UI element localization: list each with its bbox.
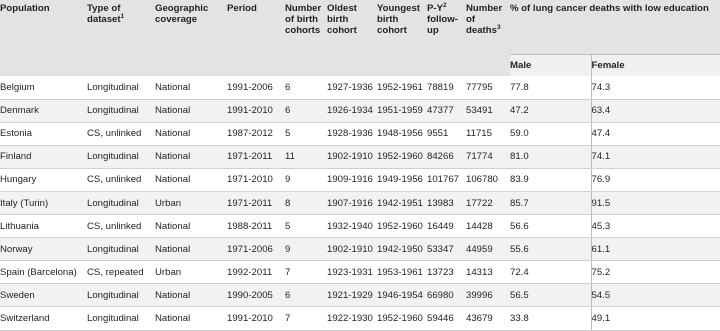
header-youngest-birth-cohort: Youngest birth cohort (377, 0, 427, 76)
header-female: Female (591, 54, 720, 76)
cell-youngest-birth-cohort: 1948-1956 (377, 122, 427, 145)
cell-type-of-dataset: CS, repeated (87, 261, 155, 284)
cell-pct-male: 83.9 (510, 168, 591, 191)
cell-number-of-deaths: 14428 (466, 215, 510, 238)
cell-person-years-follow-up: 59446 (427, 307, 466, 330)
cell-number-of-birth-cohorts: 11 (285, 145, 327, 168)
table-body (0, 76, 720, 330)
cell-number-of-birth-cohorts: 6 (285, 76, 327, 99)
cell-type-of-dataset: CS, unlinked (87, 122, 155, 145)
cell-number-of-deaths: 53491 (466, 99, 510, 122)
cell-period: 1971-2006 (227, 238, 285, 261)
cell-geographic-coverage: Urban (155, 191, 227, 214)
cell-type-of-dataset: Longitudinal (87, 307, 155, 330)
cell-youngest-birth-cohort: 1952-1960 (377, 145, 427, 168)
cell-period: 1971-2011 (227, 145, 285, 168)
cell-type-of-dataset: CS, unlinked (87, 215, 155, 238)
cell-youngest-birth-cohort: 1949-1956 (377, 168, 427, 191)
header-geographic-coverage: Geographic coverage (155, 0, 227, 76)
cell-number-of-deaths: 14313 (466, 261, 510, 284)
cell-type-of-dataset: CS, unlinked (87, 168, 155, 191)
cell-person-years-follow-up: 13983 (427, 191, 466, 214)
cell-person-years-follow-up: 13723 (427, 261, 466, 284)
table-row (0, 238, 720, 261)
cell-number-of-birth-cohorts: 9 (285, 168, 327, 191)
cell-population: Finland (0, 145, 87, 168)
header-person-years-follow-up: $P-Y^2$ follow-up (427, 0, 466, 76)
cell-geographic-coverage: National (155, 145, 227, 168)
cell-population: Estonia (0, 122, 87, 145)
cell-pct-male: 56.6 (510, 215, 591, 238)
cell-number-of-deaths: 11715 (466, 122, 510, 145)
cell-number-of-deaths: 39996 (466, 284, 510, 307)
cell-youngest-birth-cohort: 1952-1960 (377, 307, 427, 330)
cell-oldest-birth-cohort: 1921-1929 (327, 284, 377, 307)
table-row (0, 145, 720, 168)
cell-geographic-coverage: National (155, 122, 227, 145)
cell-number-of-birth-cohorts: 9 (285, 238, 327, 261)
cell-number-of-deaths: 71774 (466, 145, 510, 168)
cell-population: Belgium (0, 76, 87, 99)
cell-type-of-dataset: Longitudinal (87, 284, 155, 307)
header-pct-low-education: % of lung cancer deaths with low education (510, 0, 720, 54)
cell-oldest-birth-cohort: 1922-1930 (327, 307, 377, 330)
cell-number-of-birth-cohorts: 6 (285, 284, 327, 307)
cell-pct-male: 55.6 (510, 238, 591, 261)
cell-number-of-birth-cohorts: 6 (285, 99, 327, 122)
table-row (0, 168, 720, 191)
cell-oldest-birth-cohort: 1909-1916 (327, 168, 377, 191)
cell-population: Sweden (0, 284, 87, 307)
cell-number-of-birth-cohorts: 7 (285, 261, 327, 284)
cell-pct-male: 77.8 (510, 76, 591, 99)
cell-type-of-dataset: Longitudinal (87, 76, 155, 99)
cell-population: Switzerland (0, 307, 87, 330)
cell-number-of-birth-cohorts: 5 (285, 215, 327, 238)
cell-type-of-dataset: Longitudinal (87, 99, 155, 122)
cell-oldest-birth-cohort: 1902-1910 (327, 145, 377, 168)
header-oldest-birth-cohort: Oldest birth cohort (327, 0, 377, 76)
cell-pct-female: 74.3 (591, 76, 720, 99)
cell-number-of-deaths: 77795 (466, 76, 510, 99)
cell-population: Italy (Turin) (0, 191, 87, 214)
cell-number-of-deaths: 106780 (466, 168, 510, 191)
cell-geographic-coverage: National (155, 238, 227, 261)
cell-geographic-coverage: National (155, 76, 227, 99)
cell-geographic-coverage: National (155, 99, 227, 122)
cell-population: Spain (Barcelona) (0, 261, 87, 284)
cell-number-of-birth-cohorts: 8 (285, 191, 327, 214)
table-row (0, 284, 720, 307)
cell-period: 1971-2010 (227, 168, 285, 191)
cell-type-of-dataset: Longitudinal (87, 238, 155, 261)
table-row (0, 215, 720, 238)
table-row (0, 122, 720, 145)
cell-period: 1991-2010 (227, 307, 285, 330)
cell-geographic-coverage: Urban (155, 261, 227, 284)
cell-pct-male: 85.7 (510, 191, 591, 214)
cell-type-of-dataset: Longitudinal (87, 145, 155, 168)
table-row (0, 99, 720, 122)
cell-pct-female: 63.4 (591, 99, 720, 122)
cell-pct-female: 74.1 (591, 145, 720, 168)
cell-pct-female: 49.1 (591, 307, 720, 330)
cell-pct-male: 81.0 (510, 145, 591, 168)
cell-number-of-deaths: 44959 (466, 238, 510, 261)
header-male: Male (510, 54, 591, 76)
footnote-3: 3 (496, 23, 501, 31)
cell-pct-male: 56.5 (510, 284, 591, 307)
cell-youngest-birth-cohort: 1952-1960 (377, 215, 427, 238)
cell-geographic-coverage: National (155, 284, 227, 307)
cell-pct-female: 61.1 (591, 238, 720, 261)
cell-person-years-follow-up: 101767 (427, 168, 466, 191)
cell-oldest-birth-cohort: 1928-1936 (327, 122, 377, 145)
cell-pct-male: 59.0 (510, 122, 591, 145)
cell-period: 1990-2005 (227, 284, 285, 307)
cell-period: 1992-2011 (227, 261, 285, 284)
cell-person-years-follow-up: 47377 (427, 99, 466, 122)
cell-geographic-coverage: National (155, 168, 227, 191)
cell-period: 1991-2006 (227, 76, 285, 99)
cell-person-years-follow-up: 78819 (427, 76, 466, 99)
cell-oldest-birth-cohort: 1907-1916 (327, 191, 377, 214)
cell-type-of-dataset: Longitudinal (87, 191, 155, 214)
cell-person-years-follow-up: 66980 (427, 284, 466, 307)
cell-period: 1987-2012 (227, 122, 285, 145)
footnote-1: 1 (120, 12, 125, 20)
cell-number-of-deaths: 17722 (466, 191, 510, 214)
cell-youngest-birth-cohort: 1951-1959 (377, 99, 427, 122)
table-row (0, 307, 720, 330)
cell-oldest-birth-cohort: 1927-1936 (327, 76, 377, 99)
header-number-of-deaths: Number of deaths$^3$ (466, 0, 510, 76)
header-population: Population (0, 0, 87, 76)
cell-pct-female: 75.2 (591, 261, 720, 284)
cell-period: 1971-2011 (227, 191, 285, 214)
table-row (0, 191, 720, 214)
cell-period: 1991-2010 (227, 99, 285, 122)
cell-pct-male: 72.4 (510, 261, 591, 284)
cell-youngest-birth-cohort: 1942-1950 (377, 238, 427, 261)
cell-youngest-birth-cohort: 1953-1961 (377, 261, 427, 284)
cell-number-of-deaths: 43679 (466, 307, 510, 330)
header-period: Period (227, 0, 285, 76)
cell-pct-female: 54.5 (591, 284, 720, 307)
cell-person-years-follow-up: 84266 (427, 145, 466, 168)
table-row (0, 261, 720, 284)
cell-oldest-birth-cohort: 1926-1934 (327, 99, 377, 122)
cell-oldest-birth-cohort: 1902-1910 (327, 238, 377, 261)
cell-youngest-birth-cohort: 1946-1954 (377, 284, 427, 307)
header-number-of-birth-cohorts: Number of birth cohorts (285, 0, 327, 76)
cell-pct-female: 91.5 (591, 191, 720, 214)
cell-oldest-birth-cohort: 1923-1931 (327, 261, 377, 284)
cell-number-of-birth-cohorts: 5 (285, 122, 327, 145)
cell-person-years-follow-up: 16449 (427, 215, 466, 238)
cell-pct-female: 47.4 (591, 122, 720, 145)
cell-population: Denmark (0, 99, 87, 122)
cell-geographic-coverage: National (155, 215, 227, 238)
cell-pct-male: 47.2 (510, 99, 591, 122)
cell-number-of-birth-cohorts: 7 (285, 307, 327, 330)
cell-population: Hungary (0, 168, 87, 191)
footnote-2: 2 (443, 1, 447, 9)
cell-youngest-birth-cohort: 1942-1951 (377, 191, 427, 214)
cell-geographic-coverage: National (155, 307, 227, 330)
cell-person-years-follow-up: 53347 (427, 238, 466, 261)
cell-youngest-birth-cohort: 1952-1961 (377, 76, 427, 99)
cell-pct-female: 76.9 (591, 168, 720, 191)
cell-population: Norway (0, 238, 87, 261)
cell-pct-male: 33.8 (510, 307, 591, 330)
cell-pct-female: 45.3 (591, 215, 720, 238)
cell-oldest-birth-cohort: 1932-1940 (327, 215, 377, 238)
cell-person-years-follow-up: 9551 (427, 122, 466, 145)
cell-period: 1988-2011 (227, 215, 285, 238)
table-row (0, 76, 720, 99)
header-type-of-dataset: Type of dataset$^1$ (87, 0, 155, 76)
cell-population: Lithuania (0, 215, 87, 238)
